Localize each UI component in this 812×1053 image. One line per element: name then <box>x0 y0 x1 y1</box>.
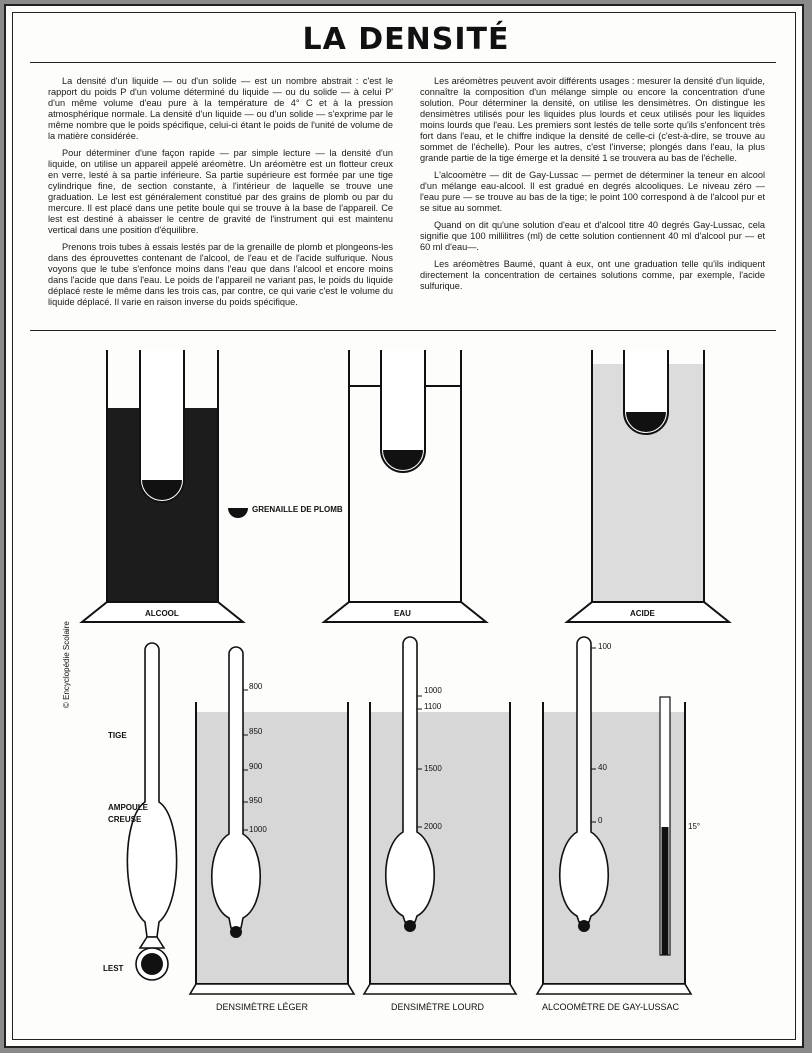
scale-label: 900 <box>249 762 263 771</box>
thermometer-label: 15° <box>688 822 701 831</box>
scale-label: 850 <box>249 727 263 736</box>
instrument-caption: ALCOOMÈTRE DE GAY-LUSSAC <box>542 1002 680 1012</box>
eau-cylinder <box>324 350 486 622</box>
copyright-note: © Encyclopédie Scolaire <box>62 621 71 708</box>
paragraph: Les aréomètres peuvent avoir différents usages : mesurer la densité d'un liquide, connaître la composition d'un mélange simple ou encore la concentration d'une solution. Pour déterminer la densité, on utilise les densimètres. On distingue les densimètres utilisés pour les liquides plus lourds et ceux utilisés pour les liquides moins lourds que l'eau. Les premiers sont lestés de telle sorte qu'ils s'enfoncent très fort dans l'eau, et le chiffre indique la densité de celle-ci (c'est-à-dire, se trouve au sommet de l'échelle). Pour les autres, c'est l'inverse; plongés dans l'eau, la plus grande partie de la tige émerge et la densité 1 se trouvera au bas de l'échelle. <box>420 76 765 163</box>
acide-cylinder <box>567 350 729 622</box>
scale-label: 800 <box>249 682 263 691</box>
left-column <box>48 76 393 314</box>
scale-label: 1000 <box>424 686 442 695</box>
alcool-cylinder <box>82 350 243 622</box>
thermometer-column <box>662 827 669 955</box>
instrument-caption: DENSIMÈTRE LÉGER <box>216 1002 309 1012</box>
paragraph: Quand on dit qu'une solution d'eau et d'alcool titre 40 degrés Gay-Lussac, cela signifie que 100 millilitres (ml) de cette solution contiennent 40 ml d'alcool pur — et 60 ml d'eau—. <box>420 220 765 252</box>
tube-caption: EAU <box>394 609 411 618</box>
scale-label: 1500 <box>424 764 442 773</box>
title-rule <box>30 62 776 63</box>
part-label-lest: LEST <box>103 964 124 973</box>
paragraph: Les aréomètres Baumé, quant à eux, ont une graduation telle qu'ils indiquent directement la concentration de certaines solutions comme, par exemple, l'acide sulfurique. <box>420 259 765 291</box>
page-title: LA DENSITÉ <box>302 22 510 57</box>
part-label-tige: TIGE <box>108 731 127 740</box>
scale-label: 0 <box>598 816 603 825</box>
legend-label: GRENAILLE DE PLOMB <box>252 505 343 514</box>
alcoometre-jar <box>537 637 691 994</box>
tube-caption: ALCOOL <box>145 609 179 618</box>
test-tubes-figure <box>0 340 812 640</box>
densimetre-leger-jar <box>190 647 354 994</box>
paragraph: Pour déterminer d'une façon rapide — par simple lecture — la densité d'un liquide, on utilise un appareil appelé aréomètre. Un aréomètre est un flotteur creux en verre, lesté à sa partie inférieure. Sa partie supérieure est formée par une tige cylindrique fine, de section constante, à l'intérieur de laquelle se trouve une graduation. Le lest est généralement constitué par des grains de plomb ou par du mercure. Il est placé dans une petite boule qui se trouve à la base de l'appareil. Ce lest est destiné à abaisser le centre de gravité de l'instrument qui est maintenu vertical dans une position d'équilibre. <box>48 148 393 235</box>
scale-label: 1000 <box>249 825 267 834</box>
lead-shot-legend-icon <box>228 508 248 518</box>
scale-label: 100 <box>598 642 612 651</box>
part-label-creuse: CREUSE <box>108 815 142 824</box>
scale-label: 2000 <box>424 822 442 831</box>
test-tube <box>140 350 184 502</box>
scale-label: 40 <box>598 763 607 772</box>
instrument-caption: DENSIMÈTRE LOURD <box>391 1002 485 1012</box>
right-column <box>420 76 765 298</box>
paragraph: La densité d'un liquide — ou d'un solide — est un nombre abstrait : c'est le rapport du poids P d'un volume déterminé du liquide — ou du solide — à celui P' d'un même volume d'eau pure à la température de 4° C et à la pression atmosphérique normale. La densité d'un liquide — ou d'un solide — s'exprime par le même nombre que le poids spécifique, celui-ci étant le poids de l'unité de volume de la matière considérée. <box>48 76 393 141</box>
paragraph: Prenons trois tubes à essais lestés par de la grenaille de plomb et plongeons-les dans des éprouvettes contenant de l'alcool, de l'eau et de l'acide sulfurique. Nous voyons que le tube s'enfonce moins dans l'eau que dans l'alcool et encore moins dans l'acide que dans l'eau. Le poids de l'appareil ne variant pas, le poids du liquide déplacé reste le même dans les trois cas, par contre, ce qui varie c'est le volume du liquide déplacé. Il varie en raison inverse du poids spécifique. <box>48 242 393 307</box>
paragraph: L'alcoomètre — dit de Gay-Lussac — permet de déterminer la teneur en alcool d'un mélange eau-alcool. Il est gradué en degrés alcooliques. Le niveau zéro — l'eau pure — se trouve au bas de la tige; le point 100 correspond à de l'alcool pur et se situe au sommet. <box>420 170 765 213</box>
scale-label: 1100 <box>424 702 442 711</box>
lest-shot <box>141 953 163 975</box>
part-label-ampoule: AMPOULE <box>108 803 148 812</box>
section-rule <box>30 330 776 331</box>
scale-label: 950 <box>249 796 263 805</box>
tube-caption: ACIDE <box>630 609 655 618</box>
lest-bulb <box>140 937 164 948</box>
